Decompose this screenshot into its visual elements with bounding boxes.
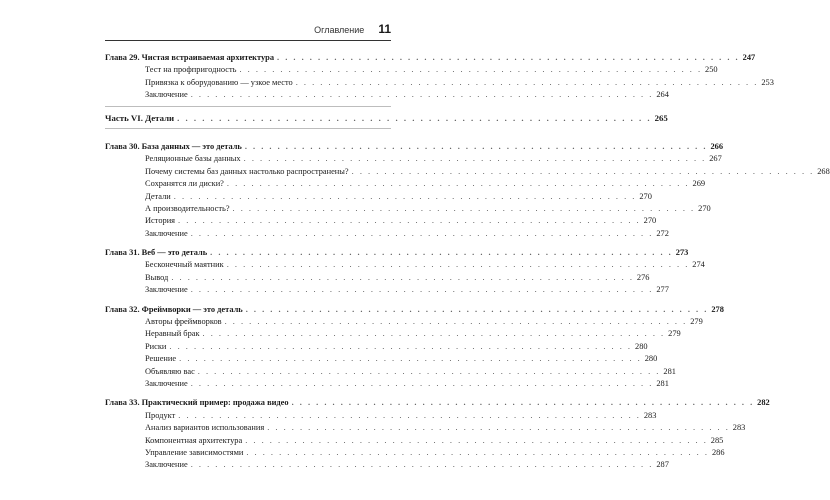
toc-entry-page: 266 — [710, 141, 723, 151]
toc-section-entry[interactable] — [105, 366, 676, 378]
toc-entry-page: 283 — [643, 410, 657, 420]
dot-leader: . . . . . . . . . . . . . . . . . . . . . . . . . . . . . . . . . . . . . . . . . . . . . . . . . . . . . . . . . — [190, 460, 654, 470]
toc-entry-page: 270 — [639, 191, 652, 201]
dot-leader: . . . . . . . . . . . . . . . . . . . . . . . . . . . . . . . . . . . . . . . . . . . . . . . . . . . . . . . . . — [245, 304, 709, 314]
toc-section-entry[interactable] — [105, 228, 669, 240]
dot-leader: . . . . . . . . . . . . . . . . . . . . . . . . . . . . . . . . . . . . . . . . . . . . . . . . . . . . . . . . . — [239, 65, 703, 75]
toc-entry-page: 281 — [663, 366, 676, 376]
part-divider-top — [105, 106, 391, 107]
toc-entry-title: Реляционные базы данных — [145, 154, 241, 164]
toc-chapter-entry[interactable] — [105, 52, 756, 64]
toc-entry-title: Часть VI. Детали — [105, 112, 175, 123]
toc-entry-page: 281 — [656, 378, 669, 388]
toc-entry-title: Риски — [145, 341, 167, 351]
toc-entry-page: 272 — [656, 228, 669, 238]
dot-leader: . . . . . . . . . . . . . . . . . . . . . . . . . . . . . . . . . . . . . . . . . . . . . . . . . . . . . . . . . — [243, 154, 707, 164]
toc-entry-title: Глава 32. Фреймворки — это деталь — [105, 304, 243, 314]
toc-section-entry[interactable] — [105, 191, 652, 203]
dot-leader: . . . . . . . . . . . . . . . . . . . . . . . . . . . . . . . . . . . . . . . . . . . . . . . . . . . . . . . . . — [295, 77, 759, 87]
toc-entry-title: Заключение — [145, 460, 188, 470]
toc-entry-page: 287 — [656, 460, 669, 470]
toc-entry-page: 282 — [757, 398, 770, 408]
toc-entry-title: Авторы фреймворков — [145, 317, 222, 327]
dot-leader: . . . . . . . . . . . . . . . . . . . . . . . . . . . . . . . . . . . . . . . . . . . . . . . . . . . . . . . . . — [173, 191, 637, 201]
toc-entry-title: Детали — [145, 191, 171, 201]
toc-entry-page: 247 — [742, 53, 756, 62]
dot-leader: . . . . . . . . . . . . . . . . . . . . . . . . . . . . . . . . . . . . . . . . . . . . . . . . . . . . . . . . . — [178, 216, 641, 226]
toc-section-entry[interactable] — [105, 178, 706, 190]
toc-section-entry[interactable] — [105, 203, 711, 215]
toc-entry-title: Привязка к оборудованию — узкое место — [145, 77, 293, 87]
dot-leader: . . . . . . . . . . . . . . . . . . . . . . . . . . . . . . . . . . . . . . . . . . . . . . . . . . . . . . . . . — [232, 203, 696, 213]
toc-entry-title: Почему системы баз данных настолько распространены? — [145, 166, 349, 176]
toc-entry-page: 280 — [644, 354, 658, 364]
dot-leader: . . . . . . . . . . . . . . . . . . . . . . . . . . . . . . . . . . . . . . . . . . . . . . . . . . . . . . . . . — [179, 354, 642, 364]
toc-section-entry[interactable] — [105, 378, 669, 390]
dot-leader: . . . . . . . . . . . . . . . . . . . . . . . . . . . . . . . . . . . . . . . . . . . . . . . . . . . . . . . . . — [267, 423, 730, 433]
toc-entry-page: 276 — [636, 272, 650, 282]
toc-entry-title: Заключение — [145, 228, 188, 238]
dot-leader: . . . . . . . . . . . . . . . . . . . . . . . . . . . . . . . . . . . . . . . . . . . . . . . . . . . . . . . . . — [244, 141, 708, 151]
toc-entry-title: Бесконечный маятник — [145, 260, 224, 270]
dot-leader: . . . . . . . . . . . . . . . . . . . . . . . . . . . . . . . . . . . . . . . . . . . . . . . . . . . . . . . . . — [224, 317, 688, 327]
toc-entry-title: Неравный брак — [145, 329, 200, 339]
toc-section-entry[interactable] — [105, 316, 703, 328]
chapter-gap — [105, 134, 391, 141]
toc-entry-page: 277 — [656, 285, 669, 295]
toc-section-entry[interactable] — [105, 89, 669, 101]
toc-section-entry[interactable] — [105, 64, 718, 76]
toc-entry-title: Компонентная архитектура — [145, 435, 243, 445]
toc-section-entry[interactable] — [105, 435, 724, 447]
toc-section-entry[interactable] — [105, 341, 648, 353]
toc-entry-title: Продукт — [145, 410, 176, 420]
toc-entry-page: 279 — [668, 329, 681, 339]
toc-chapter-entry[interactable] — [105, 304, 724, 316]
toc-entry-title: Глава 31. Веб — это деталь — [105, 248, 208, 258]
toc-entry-title: Заключение — [145, 285, 188, 295]
toc-section-entry[interactable] — [105, 422, 746, 434]
dot-leader: . . . . . . . . . . . . . . . . . . . . . . . . . . . . . . . . . . . . . . . . . . . . . . . . . . . . . . . . . — [190, 228, 654, 238]
dot-leader: . . . . . . . . . . . . . . . . . . . . . . . . . . . . . . . . . . . . . . . . . . . . . . . . . . . . . . . . . — [190, 378, 654, 388]
toc-section-entry[interactable] — [105, 259, 705, 271]
toc-entry-title: Тест на профпригодность — [145, 65, 237, 75]
dot-leader: . . . . . . . . . . . . . . . . . . . . . . . . . . . . . . . . . . . . . . . . . . . . . . . . . . . . . . . . . — [169, 341, 633, 351]
toc-entry-title: Управление зависимостями — [145, 447, 244, 457]
dot-leader: . . . . . . . . . . . . . . . . . . . . . . . . . . . . . . . . . . . . . . . . . . . . . . . . . . . . . . . . . — [226, 179, 690, 189]
toc-entry-page: 270 — [643, 216, 657, 226]
toc-entry-title: История — [145, 216, 176, 226]
dot-leader: . . . . . . . . . . . . . . . . . . . . . . . . . . . . . . . . . . . . . . . . . . . . . . . . . . . . . . . . . — [246, 447, 709, 457]
toc-chapter-entry[interactable] — [105, 247, 689, 259]
toc-entry-page: 279 — [690, 317, 703, 327]
toc-entry-title: Анализ вариантов использования — [145, 423, 265, 433]
dot-leader: . . . . . . . . . . . . . . . . . . . . . . . . . . . . . . . . . . . . . . . . . . . . . . . . . . . . . . . . . — [171, 272, 634, 282]
toc-entry-title: Заключение — [145, 378, 188, 388]
toc-entry-page: 253 — [761, 77, 774, 87]
toc-entry-title: Глава 33. Практический пример: продажа видео — [105, 398, 289, 408]
table-of-contents — [105, 52, 830, 472]
toc-entry-title: Вывод — [145, 272, 169, 282]
dot-leader: . . . . . . . . . . . . . . . . . . . . . . . . . . . . . . . . . . . . . . . . . . . . . . . . . . . . . . . . . — [190, 90, 654, 100]
dot-leader: . . . . . . . . . . . . . . . . . . . . . . . . . . . . . . . . . . . . . . . . . . . . . . . . . . . . . . . . . — [291, 398, 755, 408]
toc-entry-page: 264 — [656, 90, 669, 100]
toc-entry-page: 268 — [817, 166, 830, 176]
page-number: 11 — [378, 22, 391, 36]
toc-entry-page: 285 — [710, 435, 724, 445]
chapter-gap — [105, 297, 391, 304]
part-divider-bottom — [105, 128, 391, 129]
toc-entry-page: 270 — [698, 203, 711, 213]
toc-entry-page: 265 — [654, 112, 668, 123]
dot-leader: . . . . . . . . . . . . . . . . . . . . . . . . . . . . . . . . . . . . . . . . . . . . . . . . . . . . . . . . . — [197, 366, 661, 376]
toc-entry-page: 283 — [732, 423, 746, 433]
dot-leader: . . . . . . . . . . . . . . . . . . . . . . . . . . . . . . . . . . . . . . . . . . . . . . . . . . . . . . . . . — [351, 166, 815, 176]
dot-leader: . . . . . . . . . . . . . . . . . . . . . . . . . . . . . . . . . . . . . . . . . . . . . . . . . . . . . . . . . — [190, 285, 654, 295]
dot-leader: . . . . . . . . . . . . . . . . . . . . . . . . . . . . . . . . . . . . . . . . . . . . . . . . . . . . . . . . . — [226, 260, 690, 270]
toc-section-entry[interactable] — [105, 353, 658, 365]
toc-chapter-entry[interactable] — [105, 397, 770, 409]
toc-entry-title: Сохранятся ли диски? — [145, 179, 224, 189]
toc-entry-page: 273 — [675, 248, 689, 258]
toc-section-entry[interactable] — [105, 410, 657, 422]
toc-entry-page: 286 — [711, 447, 725, 457]
toc-section-entry[interactable] — [105, 272, 650, 284]
dot-leader: . . . . . . . . . . . . . . . . . . . . . . . . . . . . . . . . . . . . . . . . . . . . . . . . . . . . . . . . . — [178, 410, 641, 420]
toc-section-entry[interactable] — [105, 459, 669, 471]
dot-leader: . . . . . . . . . . . . . . . . . . . . . . . . . . . . . . . . . . . . . . . . . . . . . . . . . . . . . . . . . — [245, 435, 708, 445]
toc-entry-page: 278 — [711, 304, 724, 314]
toc-section-entry[interactable] — [105, 284, 669, 296]
toc-entry-title: Решение — [145, 354, 177, 364]
toc-entry-title: А производительность? — [145, 203, 230, 213]
toc-section-entry[interactable] — [105, 215, 657, 227]
toc-entry-title: Глава 30. База данных — это деталь — [105, 141, 242, 151]
toc-entry-title: Заключение — [145, 90, 188, 100]
toc-entry-title: Объявляю вас — [145, 366, 195, 376]
toc-entry-page: 267 — [709, 154, 722, 164]
toc-section-entry[interactable] — [105, 153, 722, 165]
toc-entry-title: Глава 29. Чистая встраиваемая архитектура — [105, 53, 275, 62]
toc-entry-page: 250 — [705, 65, 718, 75]
chapter-gap — [105, 240, 391, 247]
toc-section-entry[interactable] — [105, 166, 830, 178]
toc-section-entry[interactable] — [105, 447, 725, 459]
dot-leader: . . . . . . . . . . . . . . . . . . . . . . . . . . . . . . . . . . . . . . . . . . . . . . . . . . . . . . . . . — [210, 248, 673, 258]
toc-section-entry[interactable] — [105, 77, 774, 89]
toc-entry-page: 269 — [692, 179, 706, 189]
toc-entry-page: 274 — [692, 260, 705, 270]
running-title: Оглавление — [314, 25, 365, 35]
toc-entry-page: 280 — [635, 341, 648, 351]
toc-section-entry[interactable] — [105, 328, 681, 340]
chapter-gap — [105, 390, 391, 397]
dot-leader: . . . . . . . . . . . . . . . . . . . . . . . . . . . . . . . . . . . . . . . . . . . . . . . . . . . . . . . . . — [202, 329, 666, 339]
toc-chapter-entry[interactable] — [105, 141, 723, 153]
dot-leader: . . . . . . . . . . . . . . . . . . . . . . . . . . . . . . . . . . . . . . . . . . . . . . . . . . . . . . . . . — [177, 112, 652, 123]
page-header — [105, 22, 391, 41]
toc-part-entry[interactable] — [105, 112, 668, 124]
dot-leader: . . . . . . . . . . . . . . . . . . . . . . . . . . . . . . . . . . . . . . . . . . . . . . . . . . . . . . . . . — [277, 53, 740, 62]
